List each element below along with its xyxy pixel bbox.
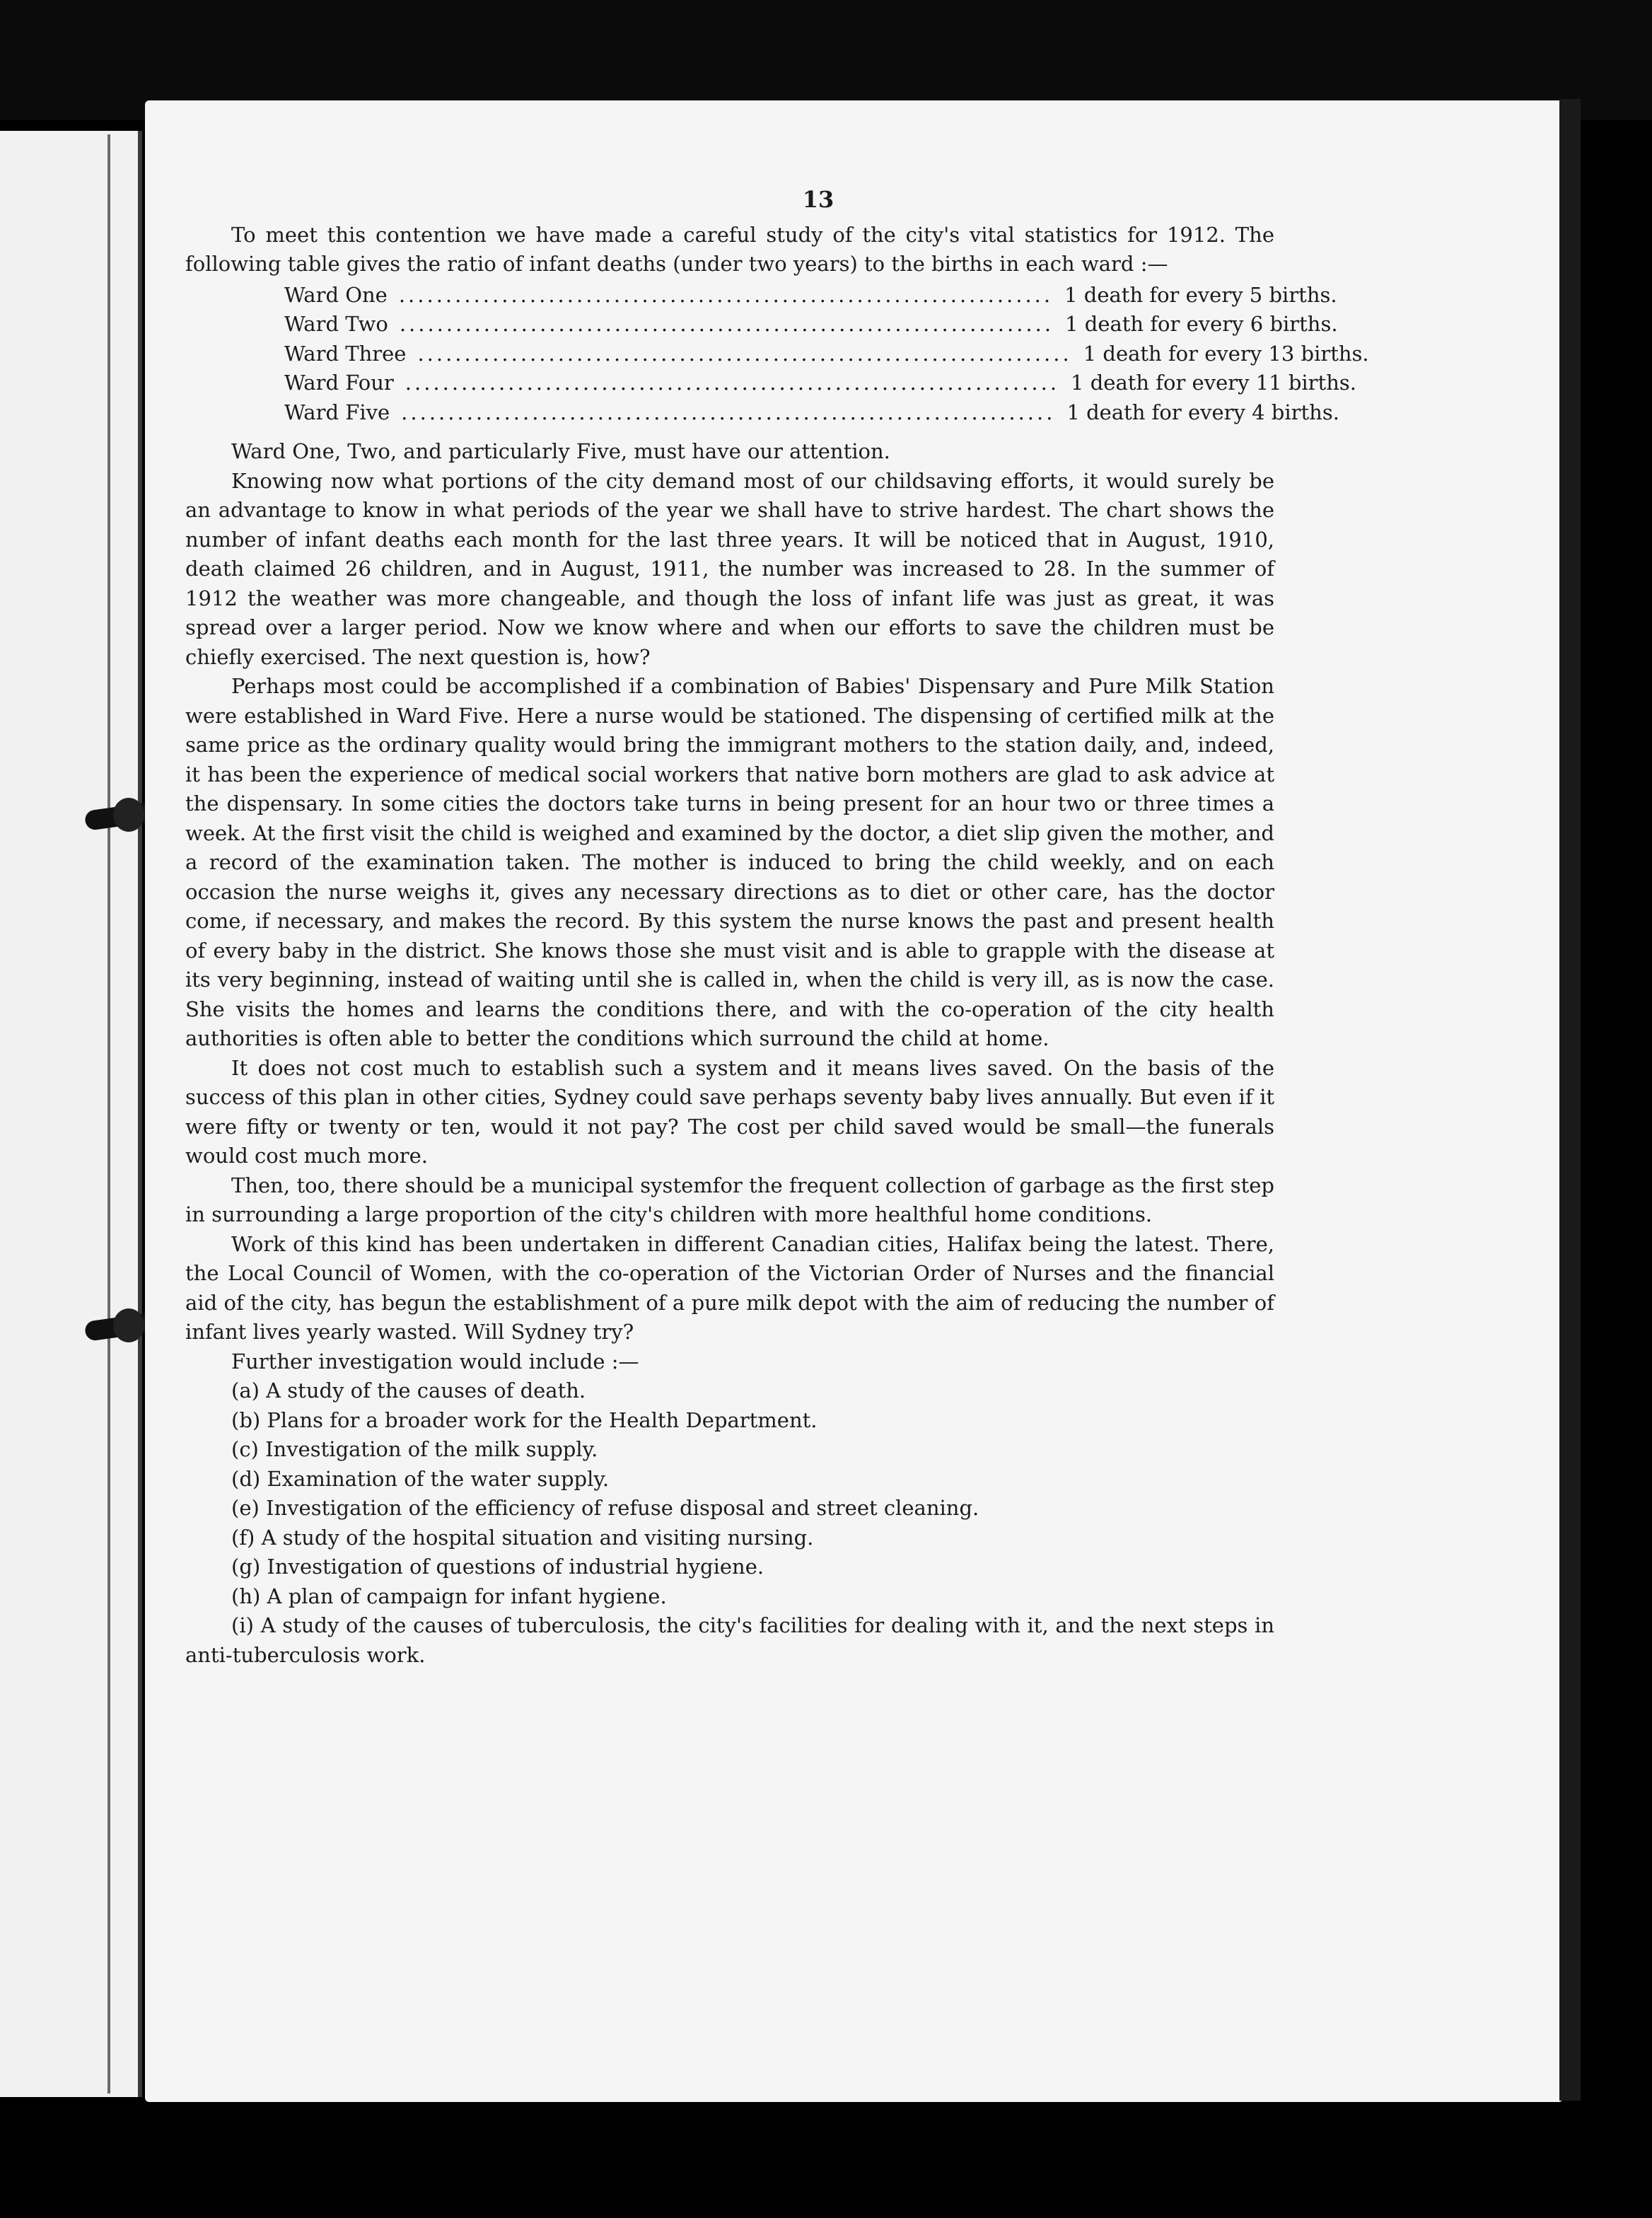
list-marker: (c) (231, 1437, 259, 1461)
paragraph: Further investigation would include :— (231, 1349, 639, 1374)
intro-paragraph: To meet this contention we have made a careful study of the city's vital statistics for 1912. The following table gives the ratio of infant deaths (under two years) to the births in each ward :— (185, 222, 1274, 276)
list-text: A study of the hospital situation and visiting nursing. (261, 1525, 814, 1550)
list-marker: (b) (231, 1407, 261, 1432)
page-shadow (1559, 99, 1581, 2101)
ward-name: Ward Two (284, 312, 388, 336)
paragraph: It does not cost much to establish such a system and it means lives saved. On the basis of the success of this plan in other cities, Sydney could save perhaps seventy baby lives annually. But even if it were fifty or twenty or ten, would it not pay? The cost per child saved would be small—the funerals would cost much more. (185, 1055, 1274, 1168)
list-item (185, 1552, 1274, 1582)
paragraph: Ward One, Two, and particularly Five, must have our attention. (231, 439, 890, 463)
table-row (284, 398, 1339, 428)
list-marker: (e) (231, 1496, 260, 1520)
list-text: Plans for a broader work for the Health Department. (267, 1407, 818, 1432)
list-text: A study of the causes of death. (266, 1378, 586, 1403)
list-marker: (g) (231, 1555, 261, 1579)
ward-ratio: 1 death for every 4 births. (1066, 400, 1339, 424)
investigation-list (185, 1376, 1274, 1670)
list-marker: (i) (231, 1613, 254, 1637)
list-text: Investigation of the efficiency of refuse disposal and street cleaning. (266, 1496, 979, 1520)
table-row (284, 310, 1338, 339)
ward-ratio: 1 death for every 11 births. (1071, 371, 1356, 395)
ward-ratio: 1 death for every 5 births. (1064, 282, 1337, 307)
list-text: Investigation of questions of industrial hygiene. (267, 1555, 764, 1579)
list-marker: (f) (231, 1525, 255, 1550)
list-item (185, 1494, 1274, 1523)
list-item (185, 1465, 1274, 1494)
ward-name: Ward Four (284, 371, 394, 395)
list-item (185, 1406, 1274, 1436)
leader-dots: ...................................................................... (399, 312, 1054, 336)
ward-name: Ward One (284, 282, 388, 307)
list-text: A study of the causes of tuberculosis, the city's facilities for dealing with it, and the next steps in anti-tuberculosis work. (185, 1613, 1275, 1667)
ward-ratio: 1 death for every 6 births. (1065, 312, 1338, 336)
ward-ratio: 1 death for every 13 births. (1083, 341, 1369, 366)
leader-dots: ...................................................................... (401, 400, 1056, 424)
leader-dots: ...................................................................... (417, 341, 1072, 366)
list-item (185, 1611, 1274, 1670)
ward-name: Ward Five (284, 400, 390, 424)
leader-dots: ...................................................................... (405, 371, 1060, 395)
table-row (284, 339, 1369, 369)
paragraph: Perhaps most could be accomplished if a combination of Babies' Dispensary and Pure Milk Station were established in Ward Five. Here a nurse would be stationed. The dispensing of certified milk at the same price as the ordinary quality would bring the immigrant mothers to the station daily, and, indeed, it has been the experience of medical social workers that native born mothers are glad to ask advice at the dispensary. In some cities the doctors take turns in being present for an hour two or three times a week. At the first visit the child is weighed and examined by the doctor, a diet slip given the mother, and a record of the examination taken. The mother is induced to bring the child weekly, and on each occasion the nurse weighs it, gives any necessary directions as to diet or other care, has the doctor come, if necessary, and makes the record. By this system the nurse knows the past and present health of every baby in the district. She knows those she must visit and is able to grapple with the disease at its very beginning, instead of waiting until she is called in, when the child is very ill, as is now the case. She visits the homes and learns the conditions there, and with the co-operation of the city health authorities is often able to better the conditions which surround the child at home. (185, 674, 1274, 1050)
list-item (185, 1376, 1274, 1406)
table-row (284, 368, 1356, 398)
leader-dots: ...................................................................... (398, 282, 1054, 307)
ward-name: Ward Three (284, 341, 407, 366)
ward-ratio-table (284, 281, 1369, 428)
list-marker: (a) (231, 1378, 260, 1403)
list-item (185, 1582, 1274, 1612)
list-text: Examination of the water supply. (267, 1466, 610, 1491)
paragraph: Then, too, there should be a municipal systemfor the frequent collection of garbage as the first step in surrounding a large proportion of the city's children with more healthful home conditions. (185, 1173, 1274, 1226)
list-item (185, 1435, 1274, 1465)
paragraph: Work of this kind has been undertaken in different Canadian cities, Halifax being the latest. There, the Local Council of Women, with the co-operation of the Victorian Order of Nurses and the financial aid of the city, has begun the establishment of a pure milk depot with the aim of reducing the number of infant lives yearly wasted. Will Sydney try? (185, 1231, 1274, 1344)
list-item (185, 1523, 1274, 1553)
list-text: Investigation of the milk supply. (265, 1437, 598, 1461)
binding-line (107, 134, 110, 2094)
page-text (185, 185, 1369, 1670)
page-number: 13 (802, 186, 834, 213)
list-text: A plan of campaign for infant hygiene. (267, 1584, 667, 1608)
left-page-edge (0, 131, 142, 2097)
paragraph: Knowing now what portions of the city demand most of our childsaving efforts, it would surely be an advantage to know in what periods of the year we shall have to strive hardest. The chart shows the number of infant deaths each month for the last three years. It will be noticed that in August, 1910, death claimed 26 children, and in August, 1911, the number was increased to 28. In the summer of 1912 the weather was more changeable, and though the loss of infant life was just as great, it was spread over a larger period. Now we know where and when our efforts to save the children must be chiefly exercised. The next question is, how? (185, 468, 1274, 669)
table-row (284, 281, 1337, 310)
list-marker: (h) (231, 1584, 261, 1608)
list-marker: (d) (231, 1466, 261, 1491)
